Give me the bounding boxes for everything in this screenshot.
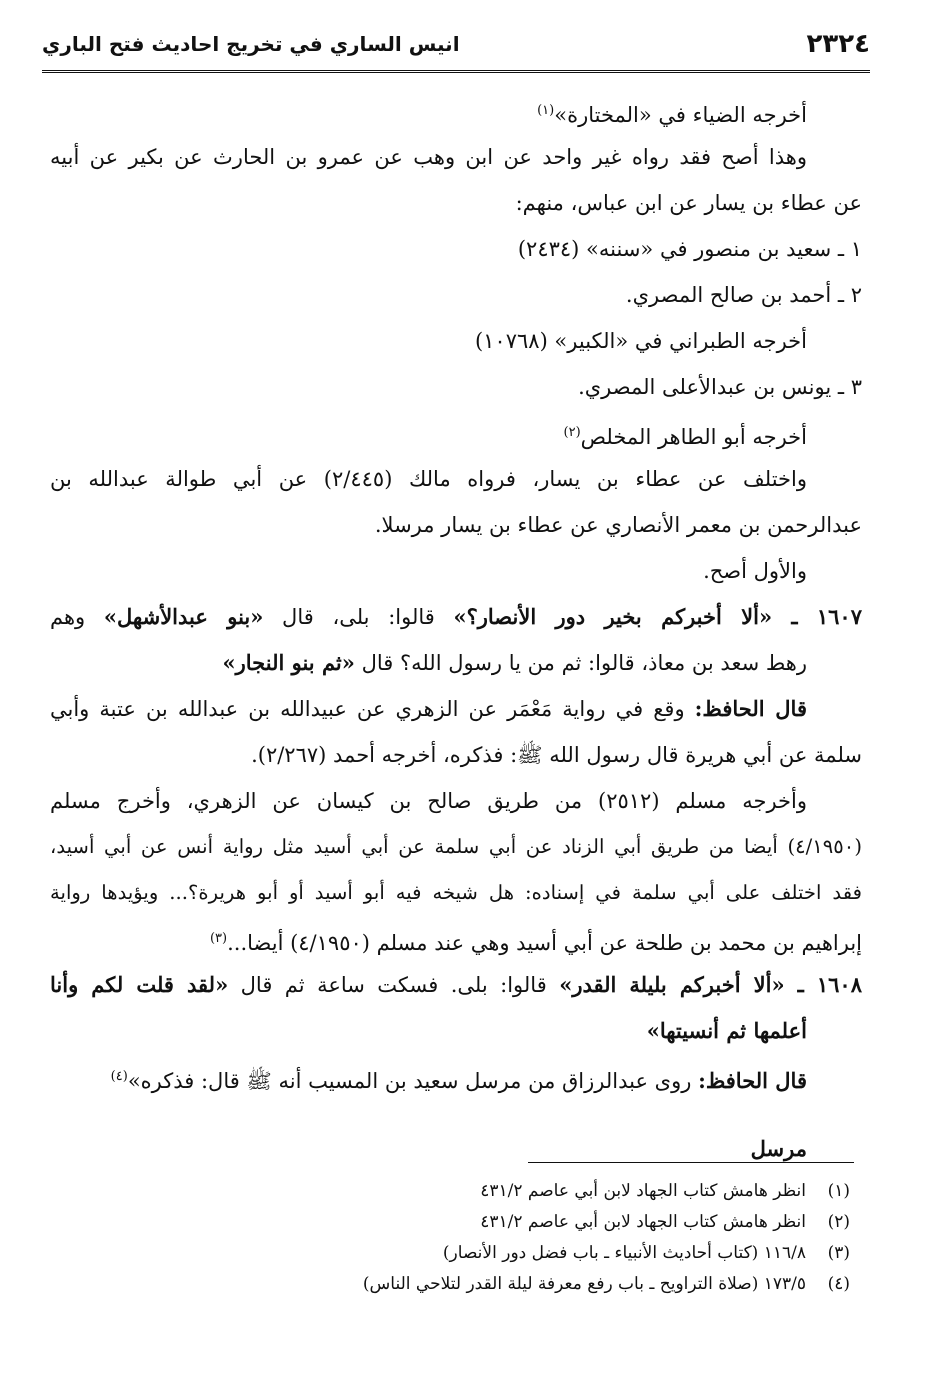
list-item: ٣ ـ يونس بن عبدالأعلى المصري. xyxy=(578,375,862,399)
footnote: (٣)١١٦/٨ (كتاب أحاديث الأنبياء ـ باب فضل دور الأنصار) xyxy=(442,1243,850,1263)
text-line: فقد اختلف على أبي سلمة في إسناده: هل شيخه فيه أبو أسيد أو أبو هريرة؟... ويؤيدها رواية xyxy=(50,881,862,904)
hafiz-label: قال الحافظ: xyxy=(698,1068,807,1093)
list-item: ١ ـ سعيد بن منصور في «سننه» (٢٤٣٤) xyxy=(517,237,862,261)
footnotes xyxy=(50,1176,862,1300)
text-line: أخرجه الضياء في «المختارة»$^{(١)}$ xyxy=(537,103,807,127)
text-line: عن عطاء بن يسار عن ابن عباس، منهم: xyxy=(515,191,862,215)
footnote-ref: (٤) xyxy=(110,1069,128,1084)
text-line: واختلف عن عطاء بن يسار، فرواه مالك (٢/٤٤٥) عن أبي طوالة عبدالله بن xyxy=(50,467,807,491)
running-title: انيس الساري في تخريج احاديث فتح الباري xyxy=(42,32,460,56)
text-line: سلمة عن أبي هريرة قال رسول الله ﷺ: فذكره، أخرجه أحمد (٢/٢٦٧). xyxy=(251,743,862,767)
text-line: والأول أصح. xyxy=(703,559,807,583)
footnote: (٤)١٧٣/٥ (صلاة التراويح ـ باب رفع معرفة ليلة القدر لتلاحي الناس) xyxy=(362,1274,850,1294)
hadith-1608-line: أعلمها ثم أنسيتها» xyxy=(646,1018,807,1043)
hafiz-comment: قال الحافظ: وقع في رواية مَعْمَر عن الزهري عن عبيدالله بن عبدالله بن عتبة وأبي xyxy=(50,696,807,721)
text-line: (٤/١٩٥٠) أيضا من طريق أبي الزناد عن أبي سلمة عن أبي أسيد مثل رواية أنس عن أبي أسيد، xyxy=(50,835,862,858)
footnote-ref: (١) xyxy=(537,103,555,118)
hadith-1607-heading: ١٦٠٧ ـ «ألا أخبركم بخير دور الأنصار؟» قالوا: بلى، قال «بنو عبدالأشهل» وهم xyxy=(50,604,862,629)
hadith-1607-line: رهط سعد بن معاذ، قالوا: ثم من يا رسول الله؟ قال «ثم بنو النجار» xyxy=(222,650,807,675)
footnote-rule xyxy=(528,1162,854,1163)
footnote-ref: (٢) xyxy=(563,425,581,440)
text-line: أخرجه أبو الطاهر المخلص$^{(٢)}$ xyxy=(563,425,807,449)
header-rule xyxy=(42,70,870,73)
hafiz-label: قال الحافظ: xyxy=(694,696,807,721)
hadith-1608-heading: ١٦٠٨ ـ «ألا أخبركم بليلة القدر» قالوا: بلى. فسكت ساعة ثم قال «لقد قلت لكم وأنا xyxy=(50,972,862,997)
text-line: عبدالرحمن بن معمر الأنصاري عن عطاء بن يسار مرسلا. xyxy=(374,513,862,537)
text-line: إبراهيم بن محمد بن طلحة عن أبي أسيد وهي عند مسلم (٤/١٩٥٠) أيضا...$^{(٣)}$ xyxy=(209,931,862,955)
main-text xyxy=(50,88,862,1172)
footnote-ref: (٣) xyxy=(209,931,228,946)
text-line: وأخرجه مسلم (٢٥١٢) من طريق صالح بن كيسان عن الزهري، وأخرج مسلم xyxy=(50,789,807,813)
verdict: مرسل xyxy=(750,1136,807,1161)
page-header xyxy=(42,22,870,66)
page-number: ٢٣٢٤ xyxy=(806,29,870,59)
footnote: (١)انظر هامش كتاب الجهاد لابن أبي عاصم ٤٣١/٢ xyxy=(480,1181,850,1201)
text-line: وهذا أصح فقد رواه غير واحد عن ابن وهب عن عمرو بن الحارث عن بكير عن أبيه xyxy=(50,145,807,169)
hafiz-comment: قال الحافظ: روى عبدالرزاق من مرسل سعيد بن المسيب أنه ﷺ قال: فذكره»$^{(٤)}$ xyxy=(110,1068,807,1093)
text-line: أخرجه الطبراني في «الكبير» (١٠٧٦٨) xyxy=(474,329,807,353)
footnote: (٢)انظر هامش كتاب الجهاد لابن أبي عاصم ٤٣١/٢ xyxy=(480,1212,850,1232)
list-item: ٢ ـ أحمد بن صالح المصري. xyxy=(625,283,862,307)
